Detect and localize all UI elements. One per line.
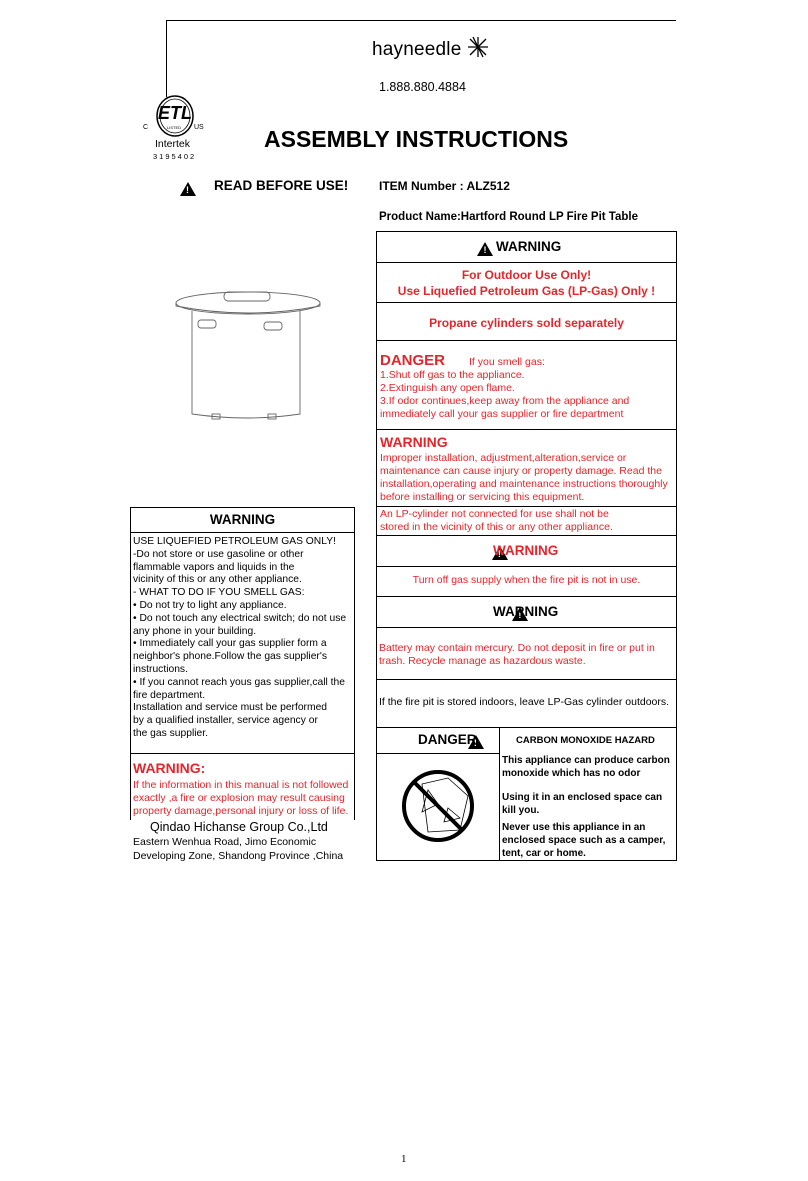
left-warning-line: neighbor's phone.Follow the gas supplier's xyxy=(133,651,327,663)
etl-number: 3195402 xyxy=(153,152,197,161)
warning-heading: WARNING xyxy=(496,239,562,254)
warning-label: WARNING xyxy=(380,434,448,450)
warning-line-1: Improper installation, adjustment,alteration,service or xyxy=(380,452,627,464)
etl-mark: ETL xyxy=(158,103,192,123)
divider xyxy=(376,429,677,430)
danger-step-3a: 3.If odor continues,keep away from the appliance and xyxy=(380,395,630,407)
divider xyxy=(376,302,677,303)
co-line-1: This appliance can produce carbon monoxide which has no odor xyxy=(502,755,670,779)
item-number: ITEM Number : ALZ512 xyxy=(379,179,510,193)
divider xyxy=(376,340,677,341)
company-address-2: Developing Zone, Shandong Province ,China xyxy=(133,850,344,862)
left-warning-line: • If you cannot reach yous gas supplier,call the xyxy=(133,676,345,688)
divider xyxy=(376,506,677,507)
co-line-3: Never use this appliance in an enclosed space such as a camper, tent, car or home. xyxy=(502,822,666,859)
divider xyxy=(499,727,500,861)
turn-off-gas: Turn off gas supply when the fire pit is not in use. xyxy=(412,574,641,586)
danger-intro: If you smell gas: xyxy=(469,356,545,368)
propane-note: Propane cylinders sold separately xyxy=(429,316,624,330)
left-warning-line: - WHAT TO DO IF YOU SMELL GAS: xyxy=(133,587,305,599)
danger-step-1: 1.Shut off gas to the appliance. xyxy=(380,369,525,381)
warning-line-3: installation,operating and maintenance instructions thoroughly xyxy=(380,478,668,490)
left-warning-2-line-3: property damage,personal injury or loss of life. xyxy=(133,805,349,817)
divider xyxy=(376,627,677,628)
divider xyxy=(376,596,677,597)
danger-step-3b: immediately call your gas supplier or fire department xyxy=(380,408,624,420)
etl-us: US xyxy=(194,124,204,131)
no-enclosed-space-icon xyxy=(400,760,476,846)
product-name: Product Name:Hartford Round LP Fire Pit Table xyxy=(379,211,638,223)
outdoor-only: For Outdoor Use Only! xyxy=(461,268,592,282)
left-warning-line: flammable vapors and liquids in the xyxy=(133,561,295,573)
left-warning-heading: WARNING xyxy=(209,512,276,527)
left-warning-line: Installation and service must be performed xyxy=(133,702,328,714)
brand-star-icon xyxy=(467,36,489,64)
page-title: ASSEMBLY INSTRUCTIONS xyxy=(264,126,569,152)
left-warning-lines xyxy=(133,536,346,741)
company-address-1: Eastern Wenhua Road, Jimo Economic xyxy=(133,836,317,848)
page-number: 1 xyxy=(401,1153,407,1165)
danger-heading: DANGER xyxy=(418,732,477,747)
read-before-use: READ BEFORE USE! xyxy=(214,178,349,193)
left-warning-line: • Do not touch any electrical switch; do not use xyxy=(133,612,347,624)
divider xyxy=(376,727,677,728)
left-warning-line: • Do not try to light any appliance. xyxy=(133,599,287,611)
battery-line-2: trash. Recycle manage as hazardous waste. xyxy=(379,655,586,667)
caution-icon xyxy=(180,182,196,196)
company-name: Qindao Hichanse Group Co.,Ltd xyxy=(150,820,328,834)
divider xyxy=(376,566,677,567)
cylinder-line-1: An LP-cylinder not connected for use shall not be xyxy=(380,508,609,520)
left-warning-line: vicinity of this or any other appliance. xyxy=(133,574,302,586)
left-warning-line: by a qualified installer, service agency or xyxy=(133,715,318,727)
left-warning-line: fire department. xyxy=(133,689,206,701)
divider xyxy=(376,679,677,680)
divider xyxy=(376,262,677,263)
left-warning-line: • Immediately call your gas supplier form a xyxy=(133,638,327,650)
indoors-note: If the fire pit is stored indoors, leave LP-Gas cylinder outdoors. xyxy=(379,696,670,708)
cylinder-line-2: stored in the vicinity of this or any other appliance. xyxy=(380,521,613,533)
left-warning-line: the gas supplier. xyxy=(133,727,208,739)
danger-label: DANGER xyxy=(380,352,446,369)
lp-gas-only: Use Liquefied Petroleum Gas (LP-Gas) Only ! xyxy=(397,284,656,298)
left-warning-line: instructions. xyxy=(133,663,188,675)
left-warning-line: any phone in your building. xyxy=(133,625,257,637)
etl-listed: LISTED xyxy=(167,125,182,130)
fire-pit-table-image xyxy=(172,286,332,426)
warning-heading-3: WARNING xyxy=(493,604,559,619)
battery-line-1: Battery may contain mercury. Do not deposit in fire or put in xyxy=(379,642,655,654)
co-line-2: Using it in an enclosed space can kill you. xyxy=(502,792,663,816)
brand-logo xyxy=(372,36,489,64)
divider xyxy=(130,532,355,533)
phone-number: 1.888.880.4884 xyxy=(379,80,466,94)
etl-c: C xyxy=(143,124,149,131)
danger-step-2: 2.Extinguish any open flame. xyxy=(380,382,515,394)
brand-name: hayneedle xyxy=(372,39,462,61)
left-warning-2-label: WARNING: xyxy=(133,760,206,776)
warning-line-2: maintenance can cause injury or property damage. Read the xyxy=(380,465,662,477)
left-warning-line: -Do not store or use gasoline or other xyxy=(133,548,304,560)
left-warning-line: USE LIQUEFIED PETROLEUM GAS ONLY! xyxy=(133,536,336,547)
etl-company: Intertek xyxy=(155,138,191,150)
left-warning-2-line-2: exactly ,a fire or explosion may result causing xyxy=(133,792,345,804)
divider xyxy=(376,535,677,536)
left-warning-2-line-1: If the information in this manual is not followed xyxy=(133,779,349,791)
warning-triangle-icon xyxy=(477,242,493,256)
warning-line-4: before installing or servicing this equipment. xyxy=(380,491,585,503)
divider xyxy=(376,753,500,754)
co-hazard-title: CARBON MONOXIDE HAZARD xyxy=(516,735,655,746)
warning-heading-2: WARNING xyxy=(493,543,559,558)
